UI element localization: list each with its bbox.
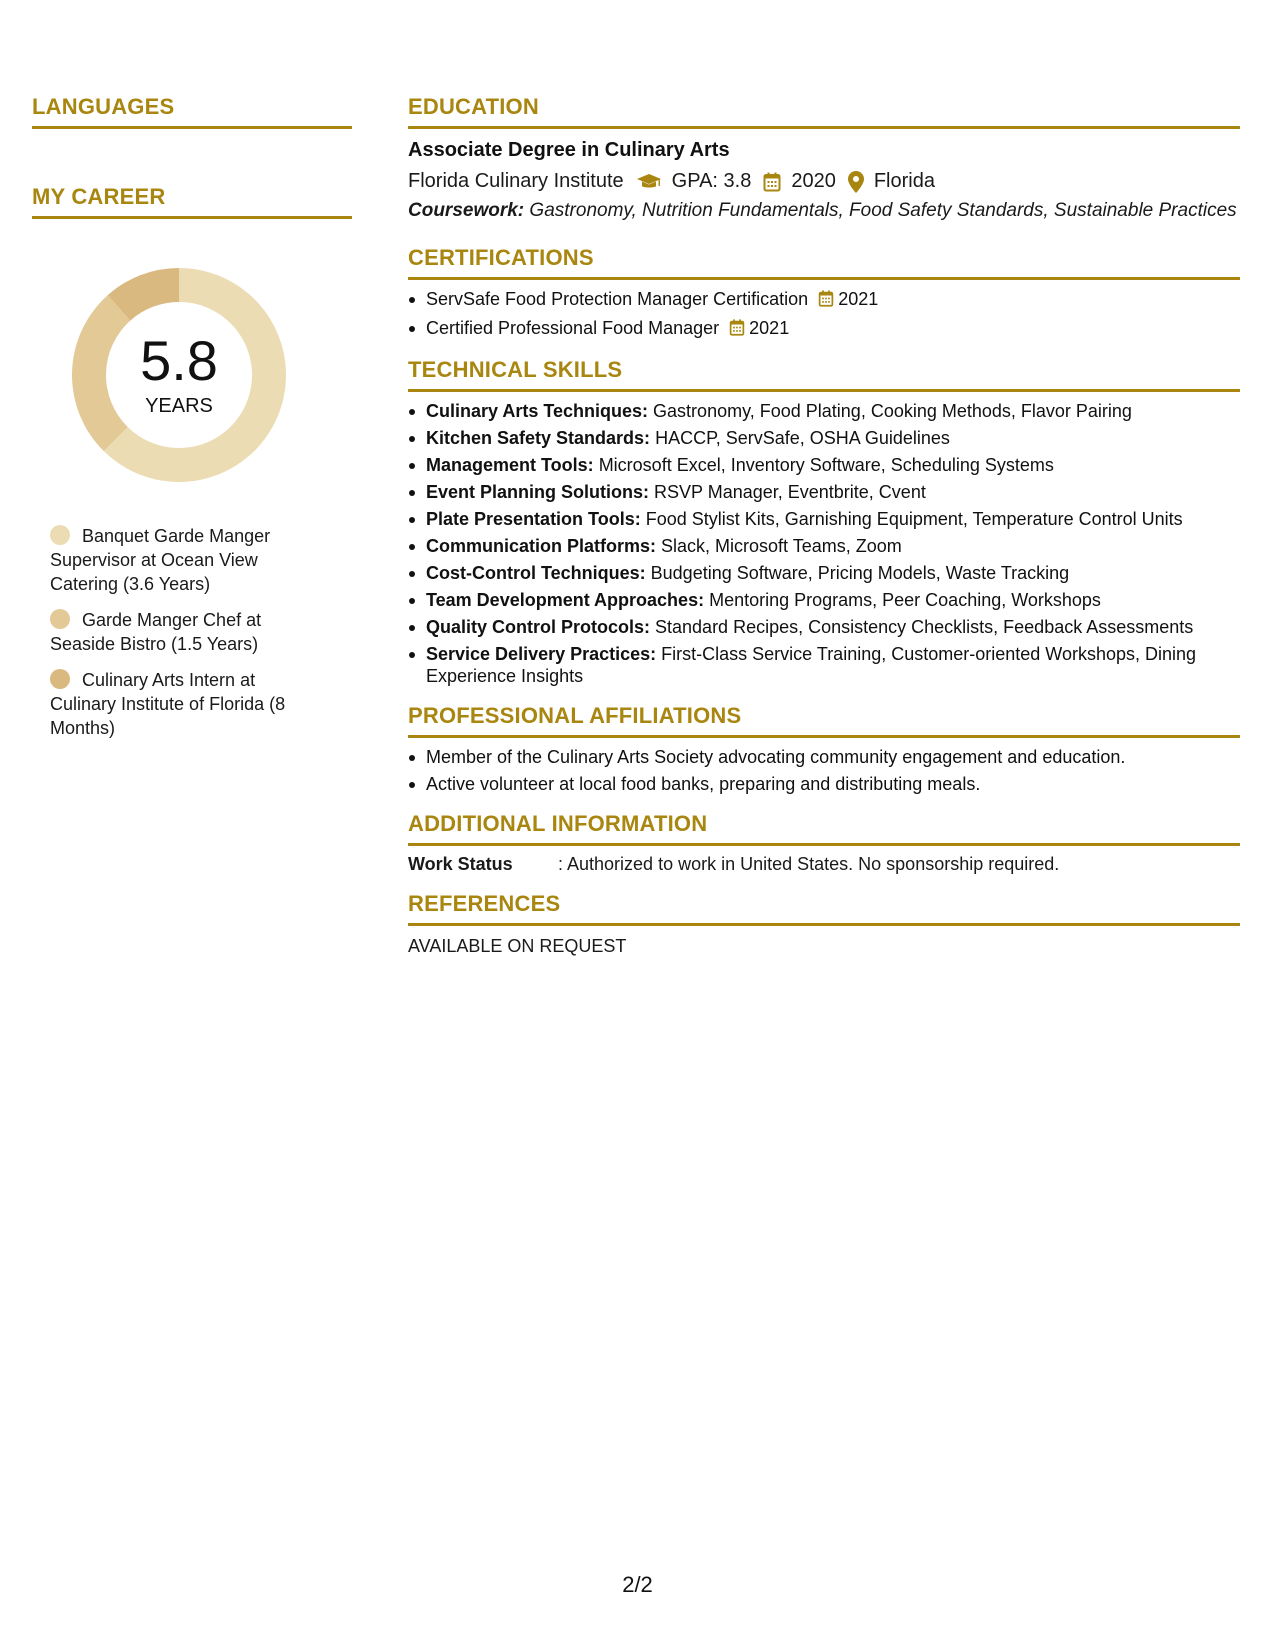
certification-name: ServSafe Food Protection Manager Certification	[426, 289, 809, 309]
school-name: Florida Culinary Institute	[408, 170, 624, 192]
certifications-list	[408, 288, 1240, 341]
skills-list	[408, 400, 1240, 687]
legend-dot	[50, 669, 70, 689]
work-status-row	[408, 854, 1240, 875]
certifications-title: CERTIFICATIONS	[408, 245, 1240, 280]
legend-label: Culinary Arts Intern at Culinary Institute of Florida (8 Months)	[50, 670, 286, 738]
donut-center	[66, 262, 292, 488]
certification-item	[408, 288, 1240, 312]
calendar-icon	[763, 172, 781, 192]
skill-text: Budgeting Software, Pricing Models, Waste Tracking	[645, 563, 1070, 583]
certifications-section	[408, 245, 1240, 341]
affiliation-item: Active volunteer at local food banks, preparing and distributing meals.	[408, 773, 1240, 795]
degree-title: Associate Degree in Culinary Arts	[408, 139, 730, 161]
right-column	[408, 94, 1240, 969]
education-location: Florida	[873, 170, 935, 192]
calendar-icon	[818, 290, 834, 312]
skill-label: Quality Control Protocols:	[426, 617, 651, 637]
skill-item	[408, 616, 1240, 638]
skill-item	[408, 535, 1240, 557]
legend-item	[50, 668, 312, 740]
legend-label: Banquet Garde Manger Supervisor at Ocean View Catering (3.6 Years)	[50, 526, 271, 594]
skill-text: First-Class Service Training, Customer-oriented Workshops, Dining Experience Insights	[426, 644, 1197, 686]
affiliations-section	[408, 703, 1240, 795]
skill-text: Mentoring Programs, Peer Coaching, Workshops	[704, 590, 1101, 610]
education-title: EDUCATION	[408, 94, 1240, 129]
skill-item	[408, 562, 1240, 584]
skill-item	[408, 427, 1240, 449]
skill-label: Kitchen Safety Standards:	[426, 428, 651, 448]
skill-label: Event Planning Solutions:	[426, 482, 650, 502]
skill-item	[408, 589, 1240, 611]
skill-text: RSVP Manager, Eventbrite, Cvent	[649, 482, 926, 502]
certification-name: Certified Professional Food Manager	[426, 318, 720, 338]
affiliations-list	[408, 746, 1240, 795]
certification-item	[408, 317, 1240, 341]
skill-item	[408, 508, 1240, 530]
additional-info-title: ADDITIONAL INFORMATION	[408, 811, 1240, 846]
skill-label: Management Tools:	[426, 455, 594, 475]
skill-label: Team Development Approaches:	[426, 590, 705, 610]
skill-label: Cost-Control Techniques:	[426, 563, 646, 583]
legend-dot	[50, 525, 70, 545]
skill-label: Plate Presentation Tools:	[426, 509, 641, 529]
career-title: MY CAREER	[32, 184, 352, 219]
references-text: AVAILABLE ON REQUEST	[408, 936, 627, 956]
work-status-label: Work Status	[408, 854, 513, 874]
skill-text: Gastronomy, Food Plating, Cooking Methods, Flavor Pairing	[648, 401, 1132, 421]
skill-label: Culinary Arts Techniques:	[426, 401, 649, 421]
education-section	[408, 94, 1240, 223]
calendar-icon	[729, 319, 745, 341]
certification-year: 2021	[838, 289, 879, 309]
skill-item	[408, 643, 1240, 687]
coursework-text: Gastronomy, Nutrition Fundamentals, Food Safety Standards, Sustainable Practices	[524, 200, 1237, 221]
skill-item	[408, 454, 1240, 476]
work-status-value: : Authorized to work in United States. No sponsorship required.	[558, 854, 1060, 874]
skills-title: TECHNICAL SKILLS	[408, 357, 1240, 392]
donut-total-value: 5.8	[140, 328, 218, 392]
certification-year: 2021	[749, 318, 790, 338]
skill-item	[408, 400, 1240, 422]
skill-text: HACCP, ServSafe, OSHA Guidelines	[650, 428, 950, 448]
coursework-label: Coursework:	[408, 200, 525, 221]
gpa: GPA: 3.8	[671, 170, 752, 192]
affiliations-title: PROFESSIONAL AFFILIATIONS	[408, 703, 1240, 738]
left-column	[32, 94, 352, 752]
map-pin-icon	[848, 171, 864, 193]
coursework	[408, 199, 1240, 223]
skill-label: Service Delivery Practices:	[426, 644, 657, 664]
legend-label: Garde Manger Chef at Seaside Bistro (1.5 Years)	[50, 610, 262, 654]
skill-text: Standard Recipes, Consistency Checklists, Feedback Assessments	[650, 617, 1194, 637]
additional-info-section	[408, 811, 1240, 875]
career-legend	[50, 524, 312, 740]
page-number: 2/2	[622, 1572, 653, 1597]
languages-title: LANGUAGES	[32, 94, 352, 129]
skill-text: Food Stylist Kits, Garnishing Equipment, Temperature Control Units	[640, 509, 1183, 529]
references-section	[408, 891, 1240, 957]
skill-text: Microsoft Excel, Inventory Software, Scheduling Systems	[593, 455, 1054, 475]
education-details	[408, 170, 1240, 193]
skill-text: Slack, Microsoft Teams, Zoom	[656, 536, 902, 556]
legend-item	[50, 608, 312, 656]
skills-section	[408, 357, 1240, 687]
references-title: REFERENCES	[408, 891, 1240, 926]
legend-item	[50, 524, 312, 596]
career-donut-chart	[66, 262, 292, 488]
affiliation-item: Member of the Culinary Arts Society advocating community engagement and education.	[408, 746, 1240, 768]
graduation-year: 2020	[791, 170, 836, 192]
skill-item	[408, 481, 1240, 503]
skill-label: Communication Platforms:	[426, 536, 657, 556]
donut-unit: YEARS	[145, 394, 213, 417]
legend-dot	[50, 609, 70, 629]
graduation-cap-icon	[636, 173, 662, 191]
